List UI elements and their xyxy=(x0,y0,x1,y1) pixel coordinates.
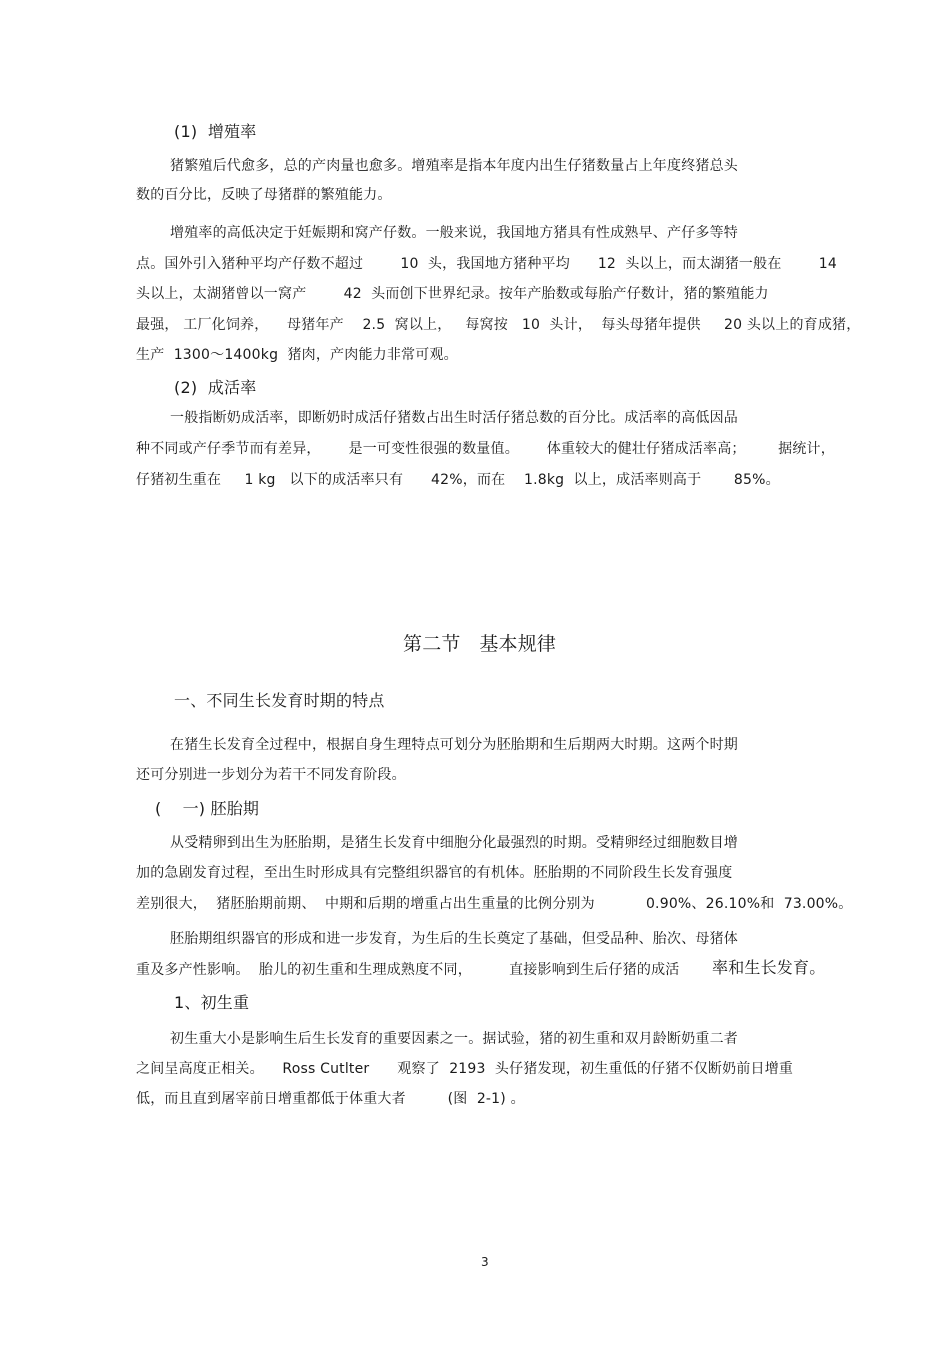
subheading-survival-rate: (2) 成活率 xyxy=(174,378,257,397)
paragraph-line: 低，而且直到屠宰前日增重都低于体重大者 (图 2-1) 。 xyxy=(136,1091,525,1107)
paragraph-line: 初生重大小是影响生后生长发育的重要因素之一。据试验，猪的初生重和双月龄断奶重二者 xyxy=(170,1031,738,1047)
paragraph-line: 加的急剧发育过程，至出生时形成具有完整组织器官的有机体。胚胎期的不同阶段生长发育强度 xyxy=(136,865,733,881)
paragraph-line: 增殖率的高低决定于妊娠期和窝产仔数。一般来说，我国地方猪具有性成熟早、产仔多等特 xyxy=(170,225,738,241)
paragraph-line: 在猪生长发育全过程中，根据自身生理特点可划分为胚胎期和生后期两大时期。这两个时期 xyxy=(170,737,738,753)
paragraph-line: 差别很大， 猪胚胎期前期、 中期和后期的增重占出生重量的比例分别为 0.90%、26.10%和 73.00%。 xyxy=(136,896,853,912)
page-number: 3 xyxy=(481,1255,489,1269)
paragraph-line: 还可分别进一步划分为若干不同发育阶段。 xyxy=(136,767,406,783)
paragraph-line: 之间呈高度正相关。 Ross Cutlter 观察了 2193 头仔猪发现，初生重低的仔猪不仅断奶前日增重 xyxy=(136,1061,794,1077)
paragraph-line-large: 率和生长发育。 xyxy=(712,958,826,977)
paragraph-line: 头以上，太湖猪曾以一窝产 42 头而创下世界纪录。按年产胎数或每胎产仔数计，猪的繁殖能力 xyxy=(136,286,769,302)
paragraph-line: 点。国外引入猪种平均产仔数不超过 10 头，我国地方猪种平均 12 头以上，而太湖猪一般在 14 xyxy=(136,256,837,272)
paragraph-line: 从受精卵到出生为胚胎期，是猪生长发育中细胞分化最强烈的时期。受精卵经过细胞数目增 xyxy=(170,835,738,851)
paragraph-line: 仔猪初生重在 1 kg 以下的成活率只有 42%，而在 1.8kg 以上，成活率则高于 85%。 xyxy=(136,472,780,488)
paragraph-line: 数的百分比，反映了母猪群的繁殖能力。 xyxy=(136,187,392,203)
subheading-embryonic-period: ( 一) 胚胎期 xyxy=(155,799,260,818)
paragraph-line: 重及多产性影响。 胎儿的初生重和生理成熟度不同， 直接影响到生后仔猪的成活 xyxy=(136,962,680,978)
paragraph-line: 生产 1300～1400kg 猪肉，产肉能力非常可观。 xyxy=(136,347,458,363)
paragraph-line: 一般指断奶成活率，即断奶时成活仔猪数占出生时活仔猪总数的百分比。成活率的高低因品 xyxy=(170,410,738,426)
paragraph-line: 猪繁殖后代愈多，总的产肉量也愈多。增殖率是指本年度内出生仔猪数量占上年度终猪总头 xyxy=(170,158,738,174)
heading-growth-stages: 一、不同生长发育时期的特点 xyxy=(174,691,385,710)
paragraph-line: 种不同或产仔季节而有差异， 是一可变性很强的数量值。 体重较大的健壮仔猪成活率高； 据统计， xyxy=(136,441,835,457)
section-title: 第二节 基本规律 xyxy=(403,633,557,655)
subheading-birth-weight: 1、初生重 xyxy=(174,993,250,1012)
paragraph-line: 最强， 工厂化饲养， 母猪年产 2.5 窝以上， 每窝按 10 头计， 每头母猪年提供 20 头以上的育成猪， xyxy=(136,317,861,333)
paragraph-line: 胚胎期组织器官的形成和进一步发育，为生后的生长奠定了基础，但受品种、胎次、母猪体 xyxy=(170,931,738,947)
subheading-reproduction-rate: (1) 增殖率 xyxy=(174,122,257,141)
